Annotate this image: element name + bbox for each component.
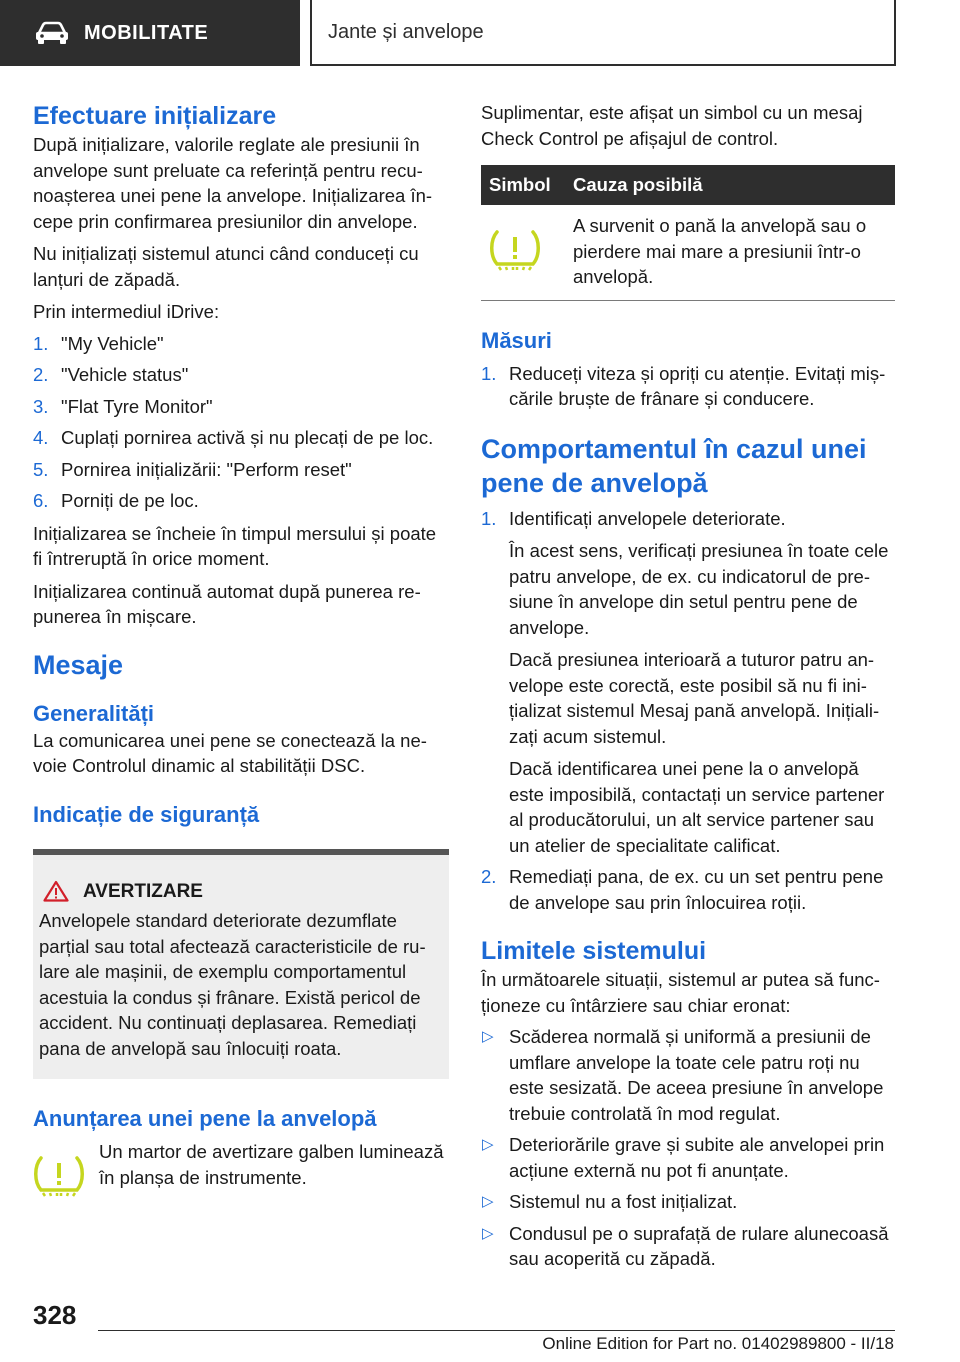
behaviour-subparagraph-3: Dacă identificarea unei pene la o anvelopă este imposibilă, contactați un service partener al producătorului, un alt service partener sau un atelier de specialitate calificat. <box>509 758 885 856</box>
step-number: 3. <box>33 395 49 417</box>
warning-text: Anvelopele standard deteriorate dezumflate parțial sau total afectează caracteristicile de ru-lare ale mașinii, de exemplu comportamentul acestuia la condus și frânare. Există pericol de accident. Nu continuați deplasarea. Remediați pana de anvelopă sau înlocuiți roata. <box>39 910 426 1059</box>
table-header-cause: Cauza posibilă <box>565 165 895 205</box>
tyre-pressure-symbol-icon <box>489 227 541 271</box>
general-heading: Generalități <box>33 700 155 726</box>
list-item <box>481 361 895 412</box>
right-column <box>481 100 895 1272</box>
bullet-text: Condusul pe o suprafață de rulare alunecoasă sau acoperită cu zăpadă. <box>509 1222 889 1269</box>
car-icon <box>34 21 70 45</box>
measures-list <box>481 361 895 412</box>
list-item <box>33 488 449 514</box>
step-number: 2. <box>481 866 497 887</box>
list-item <box>33 425 449 451</box>
limits-list <box>481 1024 895 1272</box>
step-number: 6. <box>33 490 49 511</box>
measures-heading: Măsuri <box>481 327 552 353</box>
init-paragraph-2: Nu inițializați sistemul atunci când conduceți cu lanțuri de zăpadă. <box>33 243 419 290</box>
intro-paragraph: Suplimentar, este afișat un simbol cu un mesaj Check Control pe afișajul de control. <box>481 102 863 149</box>
messages-heading: Mesaje <box>33 649 124 680</box>
limits-heading: Limitele sistemului <box>481 937 707 965</box>
list-item <box>481 1132 895 1183</box>
step-number: 1. <box>481 507 497 529</box>
footer-edition: Online Edition for Part no. 01402989800 - II/18 <box>542 1334 894 1353</box>
init-paragraph-1: După inițializare, valorile reglate ale presiunii în anvelope sunt preluate ca referință pentru recu-noașterea unei pene la anvelope. Inițializarea în-cepe prin confirmarea presiunilor din anvelope. <box>33 134 433 232</box>
section-title: MOBILITATE <box>84 21 209 44</box>
init-steps-list <box>33 331 449 514</box>
behaviour-subparagraph-1: În acest sens, verificați presiunea în toate cele patru anvelope, de ex. cu indicatorul de pre-siune în anvelope din setul pentru pene de anvelope. <box>509 540 889 638</box>
step-text: "Flat Tyre Monitor" <box>61 395 213 417</box>
list-item <box>481 1024 895 1126</box>
table-cell-symbol <box>481 205 565 300</box>
step-text: Identificați anvelopele deteriorate. <box>509 507 786 529</box>
step-number: 4. <box>33 427 49 448</box>
init-heading: Efectuare inițializare <box>33 102 277 130</box>
list-item <box>481 864 895 915</box>
general-paragraph: La comunicarea unei pene se conectează la ne-voie Controlul dinamic al stabilității DSC. <box>33 729 427 776</box>
limits-paragraph: În următoarele situații, sistemul ar putea să func-ționeze cu întârziere sau chiar eronat: <box>481 969 880 1016</box>
warning-header <box>39 879 443 905</box>
list-item <box>481 1221 895 1272</box>
step-text: Pornirea inițializării: "Perform reset" <box>61 458 352 480</box>
bullet-triangle-icon: ▷ <box>482 1028 494 1045</box>
table-row <box>481 205 895 300</box>
step-number: 1. <box>33 332 49 354</box>
left-column <box>33 100 449 1197</box>
bullet-triangle-icon: ▷ <box>482 1224 494 1242</box>
footer-divider <box>98 1330 895 1331</box>
chapter-header <box>310 0 896 66</box>
step-text: Remediați pana, de ex. cu un set pentru pene de anvelope sau prin înlocuirea roții. <box>509 866 884 913</box>
behaviour-list <box>481 506 895 532</box>
page-number: 328 <box>33 1300 77 1330</box>
bullet-triangle-icon: ▷ <box>482 1136 494 1153</box>
announcement-text: Un martor de avertizare galben luminează în planșa de instrumente. <box>99 1141 444 1188</box>
bullet-text: Scăderea normală și uniformă a presiunii de umflare anvelope la toate cele patru roți nu este sesizată. De aceea presiune în anvelope trebuie controlată în mod regulat. <box>509 1026 884 1124</box>
step-text: Porniți de pe loc. <box>61 490 199 511</box>
list-item <box>33 362 449 388</box>
step-number: 1. <box>481 362 497 384</box>
step-text: "My Vehicle" <box>61 332 164 354</box>
bullet-text: Sistemul nu a fost inițializat. <box>509 1191 738 1212</box>
table-header-symbol: Simbol <box>481 165 565 205</box>
warning-title: AVERTIZARE <box>83 880 203 902</box>
step-number: 5. <box>33 458 49 480</box>
init-paragraph-5: Inițializarea continuă automat după punerea re-punerea în mișcare. <box>33 580 421 627</box>
step-text: Cuplați pornirea activă și nu plecați de pe loc. <box>61 427 434 448</box>
bullet-triangle-icon: ▷ <box>482 1193 494 1210</box>
behaviour-heading: Comportamentul în cazul unei pene de anvelopă <box>481 433 867 498</box>
safety-heading: Indicație de siguranță <box>33 801 260 827</box>
warning-triangle-icon <box>43 880 69 902</box>
announcement-row <box>33 1139 449 1197</box>
list-item <box>33 394 449 420</box>
bullet-text: Deteriorările grave și subite ale anvelopei prin acțiune externă nu pot fi anunțate. <box>509 1134 885 1181</box>
init-paragraph-3: Prin intermediul iDrive: <box>33 301 220 322</box>
step-text: Reduceți viteza și opriți cu atenție. Evitați miș-cările bruște de frânare și conducere. <box>509 362 886 409</box>
announcement-heading: Anunțarea unei pene la anvelopă <box>33 1106 377 1131</box>
table-cell-cause: A survenit o pană la anvelopă sau o pierdere mai mare a presiunii într-o anvelopă. <box>565 205 895 300</box>
list-item <box>481 1189 895 1215</box>
chapter-title: Jante și anvelope <box>328 20 484 43</box>
section-tab <box>0 0 300 66</box>
table-header-row <box>481 165 895 205</box>
step-text: "Vehicle status" <box>61 364 189 385</box>
warning-box <box>33 849 449 1080</box>
list-item <box>481 506 895 532</box>
list-item <box>33 331 449 357</box>
behaviour-list-2 <box>481 864 895 915</box>
init-paragraph-4: Inițializarea se încheie în timpul mersului și poate fi întreruptă în orice moment. <box>33 522 437 569</box>
tyre-pressure-warning-icon <box>33 1153 85 1197</box>
symbol-table <box>481 165 895 301</box>
behaviour-subparagraph-2: Dacă presiunea interioară a tuturor patru an-velope este corectă, este posibil să nu fi ini-țializat sistemul Mesaj pană anvelopă. Inițiali-zați acum sistemul. <box>509 649 880 747</box>
list-item <box>33 457 449 483</box>
step-number: 2. <box>33 364 49 385</box>
